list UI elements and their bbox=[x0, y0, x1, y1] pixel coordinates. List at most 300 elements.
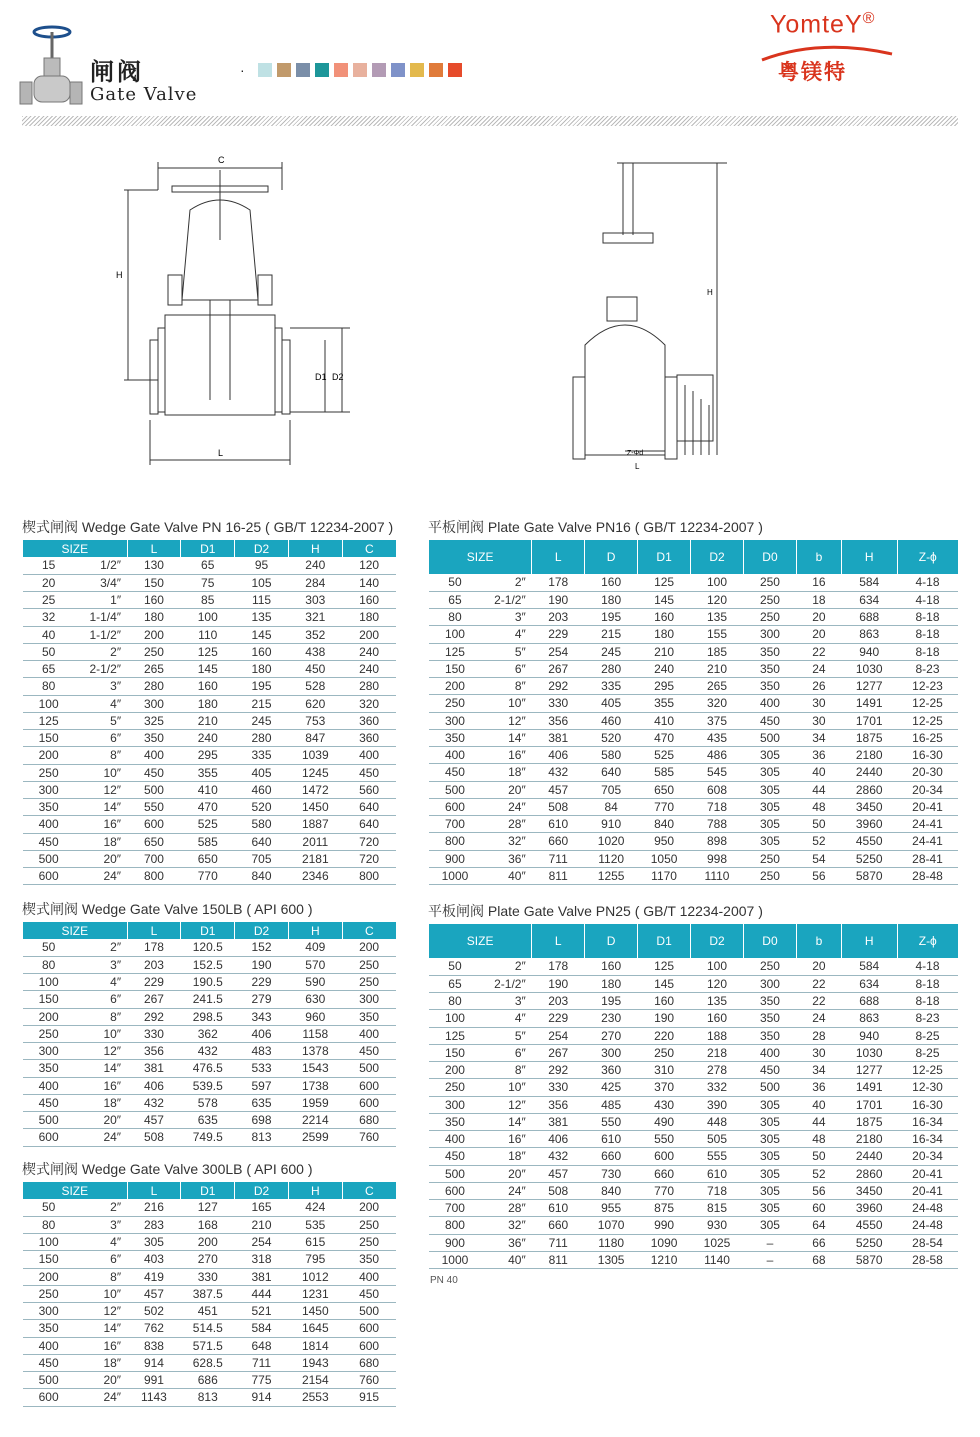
header-rule bbox=[22, 116, 958, 126]
column-header: L bbox=[127, 540, 181, 557]
table-cell: 305 bbox=[743, 1165, 796, 1182]
table-cell: 680 bbox=[342, 1354, 396, 1371]
table-cell: 230 bbox=[585, 1010, 638, 1027]
table-cell: 770 bbox=[638, 1182, 691, 1199]
table-cell: 215 bbox=[235, 695, 289, 712]
column-header: b bbox=[796, 540, 841, 574]
table-cell: 1959 bbox=[288, 1094, 342, 1111]
column-header: H bbox=[841, 924, 897, 958]
table-cell: 1110 bbox=[691, 867, 744, 884]
dot-leader: · bbox=[240, 62, 245, 78]
table-cell: 180 bbox=[638, 626, 691, 643]
table-section-wedge-300lb bbox=[22, 1160, 396, 1407]
size-inch-cell: 16″ bbox=[75, 816, 127, 833]
table-cell: 298.5 bbox=[181, 1008, 235, 1025]
table-row bbox=[429, 1251, 959, 1268]
table-cell: 135 bbox=[235, 609, 289, 626]
table-cell: 16-34 bbox=[897, 1113, 958, 1130]
table-cell: 1039 bbox=[288, 747, 342, 764]
table-cell: 660 bbox=[532, 1217, 585, 1234]
size-dn-cell: 150 bbox=[429, 1044, 482, 1061]
table-cell: 760 bbox=[342, 1372, 396, 1389]
table-row bbox=[429, 764, 959, 781]
size-dn-cell: 300 bbox=[429, 1096, 482, 1113]
column-header: L bbox=[532, 924, 585, 958]
size-inch-cell: 24″ bbox=[75, 868, 127, 885]
table-cell: 813 bbox=[181, 1389, 235, 1406]
size-dn-cell: 700 bbox=[429, 1200, 482, 1217]
table-cell: 84 bbox=[585, 798, 638, 815]
size-inch-cell: 8″ bbox=[75, 1268, 127, 1285]
color-swatch bbox=[258, 63, 272, 77]
size-inch-cell: 18″ bbox=[481, 764, 531, 781]
table-cell: 1012 bbox=[288, 1268, 342, 1285]
size-dn-cell: 900 bbox=[429, 1234, 482, 1251]
table-cell: 335 bbox=[235, 747, 289, 764]
table-cell: 50 bbox=[796, 816, 841, 833]
table-cell: 585 bbox=[638, 764, 691, 781]
table-cell: 12-25 bbox=[897, 1062, 958, 1079]
table-cell: 330 bbox=[532, 1079, 585, 1096]
size-inch-cell: 24″ bbox=[481, 1182, 531, 1199]
size-dn-cell: 80 bbox=[23, 678, 75, 695]
column-header: SIZE bbox=[23, 1182, 128, 1199]
table-cell: 500 bbox=[342, 1060, 396, 1077]
column-header: SIZE bbox=[429, 924, 532, 958]
table-cell: 450 bbox=[743, 712, 796, 729]
size-inch-cell: 36″ bbox=[481, 1234, 531, 1251]
table-cell: 635 bbox=[181, 1112, 235, 1129]
table-cell: 145 bbox=[235, 626, 289, 643]
size-dn-cell: 200 bbox=[23, 747, 75, 764]
size-dn-cell: 700 bbox=[429, 816, 482, 833]
table-cell: 490 bbox=[638, 1113, 691, 1130]
table-cell: 355 bbox=[181, 764, 235, 781]
table-cell: 400 bbox=[342, 1025, 396, 1042]
table-cell: 1378 bbox=[288, 1043, 342, 1060]
table-cell: 68 bbox=[796, 1251, 841, 1268]
table-cell: 18 bbox=[796, 591, 841, 608]
column-header: b bbox=[796, 924, 841, 958]
table-cell: 1305 bbox=[585, 1251, 638, 1268]
size-dn-cell: 150 bbox=[23, 1251, 75, 1268]
table-cell: 305 bbox=[127, 1234, 181, 1251]
table-cell: 550 bbox=[127, 799, 181, 816]
table-cell: 400 bbox=[342, 747, 396, 764]
table-row bbox=[23, 1285, 397, 1302]
table-cell: 4-18 bbox=[897, 574, 958, 591]
table-header-row bbox=[429, 924, 959, 958]
table-cell: 788 bbox=[691, 816, 744, 833]
table-cell: 305 bbox=[743, 747, 796, 764]
table-cell: 229 bbox=[532, 1010, 585, 1027]
size-inch-cell: 4″ bbox=[75, 974, 127, 991]
table-cell: 115 bbox=[235, 592, 289, 609]
table-cell: 940 bbox=[841, 643, 897, 660]
table-cell: 190 bbox=[638, 1010, 691, 1027]
table-cell: 125 bbox=[638, 574, 691, 591]
table-cell: 584 bbox=[841, 574, 897, 591]
column-header: D1 bbox=[181, 540, 235, 557]
table-row bbox=[429, 1062, 959, 1079]
table-header-row bbox=[23, 540, 397, 557]
table-section-wedge-pn1625 bbox=[22, 518, 396, 885]
table-cell: 444 bbox=[235, 1285, 289, 1302]
dim-label-h: H bbox=[116, 270, 123, 280]
table-cell: 578 bbox=[181, 1094, 235, 1111]
table-cell: 280 bbox=[585, 660, 638, 677]
table-cell: 3450 bbox=[841, 798, 897, 815]
table-row bbox=[429, 695, 959, 712]
table-cell: 160 bbox=[181, 678, 235, 695]
table-row bbox=[429, 1096, 959, 1113]
table-cell: 650 bbox=[181, 850, 235, 867]
table-section-wedge-150lb bbox=[22, 900, 396, 1147]
size-dn-cell: 1000 bbox=[429, 867, 482, 884]
table-cell: 250 bbox=[743, 574, 796, 591]
table-cell: 640 bbox=[342, 816, 396, 833]
size-dn-cell: 250 bbox=[429, 695, 482, 712]
table-cell: 36 bbox=[796, 747, 841, 764]
table-cell: 450 bbox=[127, 764, 181, 781]
table-cell: 600 bbox=[342, 1077, 396, 1094]
table-cell: 355 bbox=[638, 695, 691, 712]
size-inch-cell: 18″ bbox=[75, 1094, 127, 1111]
size-dn-cell: 600 bbox=[23, 1389, 75, 1406]
table-cell: 356 bbox=[532, 1096, 585, 1113]
color-swatch bbox=[372, 63, 386, 77]
table-cell: 660 bbox=[532, 833, 585, 850]
table-cell: 240 bbox=[181, 730, 235, 747]
table-cell: 241.5 bbox=[181, 991, 235, 1008]
size-dn-cell: 65 bbox=[429, 591, 482, 608]
table-cell: 50 bbox=[796, 1148, 841, 1165]
table-row bbox=[23, 695, 397, 712]
table-cell: 160 bbox=[235, 643, 289, 660]
size-inch-cell: 12″ bbox=[75, 781, 127, 798]
table-cell: 457 bbox=[127, 1112, 181, 1129]
table-row bbox=[23, 1008, 397, 1025]
table-cell: 305 bbox=[743, 781, 796, 798]
table-cell: 240 bbox=[288, 557, 342, 574]
table-cell: 634 bbox=[841, 591, 897, 608]
table-cell: 12-30 bbox=[897, 1079, 958, 1096]
size-inch-cell: 5″ bbox=[481, 643, 531, 660]
table-cell: 250 bbox=[743, 958, 796, 975]
table-cell: 4-18 bbox=[897, 958, 958, 975]
table-cell: 8-25 bbox=[897, 1027, 958, 1044]
table-cell: 48 bbox=[796, 798, 841, 815]
size-dn-cell: 300 bbox=[23, 781, 75, 798]
table-cell: 400 bbox=[342, 1268, 396, 1285]
table-cell: 305 bbox=[743, 1200, 796, 1217]
table-cell: 608 bbox=[691, 781, 744, 798]
column-header: Z-ϕ bbox=[897, 540, 958, 574]
size-inch-cell: 3″ bbox=[75, 1216, 127, 1233]
table-cell: 203 bbox=[532, 993, 585, 1010]
table-cell: 284 bbox=[288, 574, 342, 591]
size-inch-cell: 8″ bbox=[481, 1062, 531, 1079]
table-cell: 44 bbox=[796, 1113, 841, 1130]
table-cell: 48 bbox=[796, 1131, 841, 1148]
table-cell: 1030 bbox=[841, 1044, 897, 1061]
table-row bbox=[429, 867, 959, 884]
table-row bbox=[429, 1217, 959, 1234]
size-dn-cell: 100 bbox=[23, 1234, 75, 1251]
size-dn-cell: 350 bbox=[429, 729, 482, 746]
size-inch-cell: 2″ bbox=[481, 958, 531, 975]
table-row bbox=[23, 764, 397, 781]
table-row bbox=[23, 643, 397, 660]
column-header: D0 bbox=[743, 540, 796, 574]
table-cell: 20-41 bbox=[897, 1165, 958, 1182]
table-cell: 628.5 bbox=[181, 1354, 235, 1371]
table-cell: 56 bbox=[796, 867, 841, 884]
table-row bbox=[23, 1112, 397, 1129]
table-cell: 1875 bbox=[841, 729, 897, 746]
table-cell: 280 bbox=[342, 678, 396, 695]
table-cell: 800 bbox=[127, 868, 181, 885]
table-cell: 502 bbox=[127, 1303, 181, 1320]
table-cell: 483 bbox=[235, 1043, 289, 1060]
brand-name-cn: 粤镁特 bbox=[778, 60, 847, 84]
table-cell: 432 bbox=[532, 764, 585, 781]
table-cell: 795 bbox=[288, 1251, 342, 1268]
size-dn-cell: 100 bbox=[23, 695, 75, 712]
table-cell: 1020 bbox=[585, 833, 638, 850]
table-cell: 188 bbox=[691, 1027, 744, 1044]
table-cell: 22 bbox=[796, 993, 841, 1010]
size-dn-cell: 500 bbox=[429, 781, 482, 798]
table-cell: 352 bbox=[288, 626, 342, 643]
table-cell: 85 bbox=[181, 592, 235, 609]
table-cell: 24 bbox=[796, 660, 841, 677]
table-cell: 955 bbox=[585, 1200, 638, 1217]
table-cell: 960 bbox=[288, 1008, 342, 1025]
table-cell: 168 bbox=[181, 1216, 235, 1233]
table-cell: 160 bbox=[638, 993, 691, 1010]
table-cell: 240 bbox=[638, 660, 691, 677]
table-cell: 20-41 bbox=[897, 1182, 958, 1199]
table-cell: 325 bbox=[127, 712, 181, 729]
table-row bbox=[429, 833, 959, 850]
size-dn-cell: 100 bbox=[429, 626, 482, 643]
size-inch-cell: 20″ bbox=[75, 1372, 127, 1389]
table-cell: 250 bbox=[342, 1234, 396, 1251]
table-row bbox=[23, 1216, 397, 1233]
table-cell: 760 bbox=[342, 1129, 396, 1146]
table-cell: 2346 bbox=[288, 868, 342, 885]
table-cell: 450 bbox=[342, 1285, 396, 1302]
table-cell: 539.5 bbox=[181, 1077, 235, 1094]
size-inch-cell: 14″ bbox=[481, 1113, 531, 1130]
table-row bbox=[23, 833, 397, 850]
size-inch-cell: 2″ bbox=[75, 643, 127, 660]
table-cell: 525 bbox=[638, 747, 691, 764]
size-inch-cell: 6″ bbox=[481, 1044, 531, 1061]
table-cell: 610 bbox=[532, 1200, 585, 1217]
table-cell: 406 bbox=[532, 747, 585, 764]
table-cell: 240 bbox=[342, 643, 396, 660]
table-row bbox=[23, 661, 397, 678]
table-cell: 811 bbox=[532, 867, 585, 884]
size-inch-cell: 5″ bbox=[75, 712, 127, 729]
table-row bbox=[429, 1079, 959, 1096]
table-cell: 250 bbox=[342, 1216, 396, 1233]
table-cell: 20 bbox=[796, 609, 841, 626]
table-cell: 2553 bbox=[288, 1389, 342, 1406]
table-row bbox=[429, 781, 959, 798]
table-cell: 1450 bbox=[288, 1303, 342, 1320]
table-row bbox=[23, 1129, 397, 1146]
size-inch-cell: 1-1/4″ bbox=[75, 609, 127, 626]
table-cell: 305 bbox=[743, 1148, 796, 1165]
table-cell: 815 bbox=[691, 1200, 744, 1217]
table-row bbox=[429, 678, 959, 695]
table-cell: 1645 bbox=[288, 1320, 342, 1337]
table-cell: 950 bbox=[638, 833, 691, 850]
table-cell: 125 bbox=[638, 958, 691, 975]
table-cell: 356 bbox=[532, 712, 585, 729]
size-inch-cell: 12″ bbox=[481, 712, 531, 729]
size-dn-cell: 400 bbox=[23, 1077, 75, 1094]
table-cell: 630 bbox=[288, 991, 342, 1008]
table-cell: 3960 bbox=[841, 816, 897, 833]
table-cell: 590 bbox=[288, 974, 342, 991]
table-cell: 2860 bbox=[841, 781, 897, 798]
column-header: H bbox=[288, 922, 342, 939]
table-cell: 705 bbox=[235, 850, 289, 867]
table-cell: 120 bbox=[342, 557, 396, 574]
table-cell: 24-41 bbox=[897, 833, 958, 850]
plate-gate-valve-drawing bbox=[565, 155, 765, 475]
table-row bbox=[23, 868, 397, 885]
column-header: H bbox=[841, 540, 897, 574]
table-cell: 634 bbox=[841, 975, 897, 992]
table-cell: 424 bbox=[288, 1199, 342, 1216]
column-header: C bbox=[342, 922, 396, 939]
size-inch-cell: 3″ bbox=[481, 609, 531, 626]
table-cell: 12-25 bbox=[897, 695, 958, 712]
table-cell: 26 bbox=[796, 678, 841, 695]
size-dn-cell: 450 bbox=[23, 1094, 75, 1111]
table-cell: 470 bbox=[638, 729, 691, 746]
table-row bbox=[23, 1025, 397, 1042]
table-cell: 770 bbox=[638, 798, 691, 815]
table-cell: 250 bbox=[743, 867, 796, 884]
table-cell: 140 bbox=[342, 574, 396, 591]
table-cell: 24-48 bbox=[897, 1200, 958, 1217]
table-cell: 100 bbox=[691, 574, 744, 591]
table-cell: 686 bbox=[181, 1372, 235, 1389]
size-inch-cell: 16″ bbox=[75, 1077, 127, 1094]
size-inch-cell: 20″ bbox=[481, 781, 531, 798]
size-dn-cell: 150 bbox=[23, 991, 75, 1008]
table-cell: 505 bbox=[691, 1131, 744, 1148]
table-cell: 265 bbox=[127, 661, 181, 678]
table-cell: 990 bbox=[638, 1217, 691, 1234]
dim-label-h2: H bbox=[707, 288, 713, 297]
table-cell: 320 bbox=[691, 695, 744, 712]
footnote: PN 40 bbox=[430, 1275, 458, 1286]
table-cell: 597 bbox=[235, 1077, 289, 1094]
table-row bbox=[429, 626, 959, 643]
table-cell: 3960 bbox=[841, 1200, 897, 1217]
table-cell: 34 bbox=[796, 729, 841, 746]
table-cell: 330 bbox=[127, 1025, 181, 1042]
table-cell: 305 bbox=[743, 1182, 796, 1199]
table-cell: 195 bbox=[585, 993, 638, 1010]
table-cell: 160 bbox=[638, 609, 691, 626]
table-cell: 486 bbox=[691, 747, 744, 764]
table-cell: 105 bbox=[235, 574, 289, 591]
table-cell: 8-23 bbox=[897, 660, 958, 677]
column-header: D1 bbox=[181, 922, 235, 939]
table-cell: 185 bbox=[691, 643, 744, 660]
table-cell: 1277 bbox=[841, 1062, 897, 1079]
size-inch-cell: 1″ bbox=[75, 592, 127, 609]
table-cell: 570 bbox=[288, 956, 342, 973]
table-cell: 20-30 bbox=[897, 764, 958, 781]
table-cell: 915 bbox=[342, 1389, 396, 1406]
size-dn-cell: 125 bbox=[23, 712, 75, 729]
table-row bbox=[23, 574, 397, 591]
table-cell: 210 bbox=[181, 712, 235, 729]
table-cell: 330 bbox=[532, 695, 585, 712]
gate-valve-icon bbox=[14, 22, 86, 114]
table-cell: 430 bbox=[638, 1096, 691, 1113]
table-cell: 145 bbox=[181, 661, 235, 678]
size-inch-cell: 32″ bbox=[481, 1217, 531, 1234]
table-cell: 1472 bbox=[288, 781, 342, 798]
table-cell: 305 bbox=[743, 798, 796, 815]
table-cell: 381 bbox=[127, 1060, 181, 1077]
table-row bbox=[23, 1303, 397, 1320]
table-cell: 28 bbox=[796, 1027, 841, 1044]
table-cell: 135 bbox=[691, 993, 744, 1010]
table-cell: 292 bbox=[532, 1062, 585, 1079]
table-cell: 200 bbox=[342, 1199, 396, 1216]
table-cell: 2181 bbox=[288, 850, 342, 867]
size-inch-cell: 1/2″ bbox=[75, 557, 127, 574]
table-cell: 521 bbox=[235, 1303, 289, 1320]
column-header: D1 bbox=[181, 1182, 235, 1199]
size-inch-cell: 2″ bbox=[75, 939, 127, 956]
table-cell: 203 bbox=[127, 956, 181, 973]
table-cell: 419 bbox=[127, 1268, 181, 1285]
table-cell: 450 bbox=[288, 661, 342, 678]
column-header: SIZE bbox=[23, 922, 128, 939]
size-dn-cell: 250 bbox=[23, 764, 75, 781]
table-cell: 305 bbox=[743, 1217, 796, 1234]
table-cell: 500 bbox=[743, 1079, 796, 1096]
table-cell: 320 bbox=[342, 695, 396, 712]
table-cell: 400 bbox=[743, 1044, 796, 1061]
table-cell: 550 bbox=[585, 1113, 638, 1130]
table-cell: 125 bbox=[181, 643, 235, 660]
table-row bbox=[429, 574, 959, 591]
table-cell: 711 bbox=[532, 1234, 585, 1251]
table-cell: 44 bbox=[796, 781, 841, 798]
size-dn-cell: 250 bbox=[23, 1285, 75, 1302]
table-cell: 180 bbox=[342, 609, 396, 626]
table-cell: 1025 bbox=[691, 1234, 744, 1251]
table-row bbox=[23, 712, 397, 729]
table-cell: 409 bbox=[288, 939, 342, 956]
table-cell: 127 bbox=[181, 1199, 235, 1216]
table-cell: 305 bbox=[743, 764, 796, 781]
brand-name-en: YomteY® bbox=[770, 10, 876, 39]
